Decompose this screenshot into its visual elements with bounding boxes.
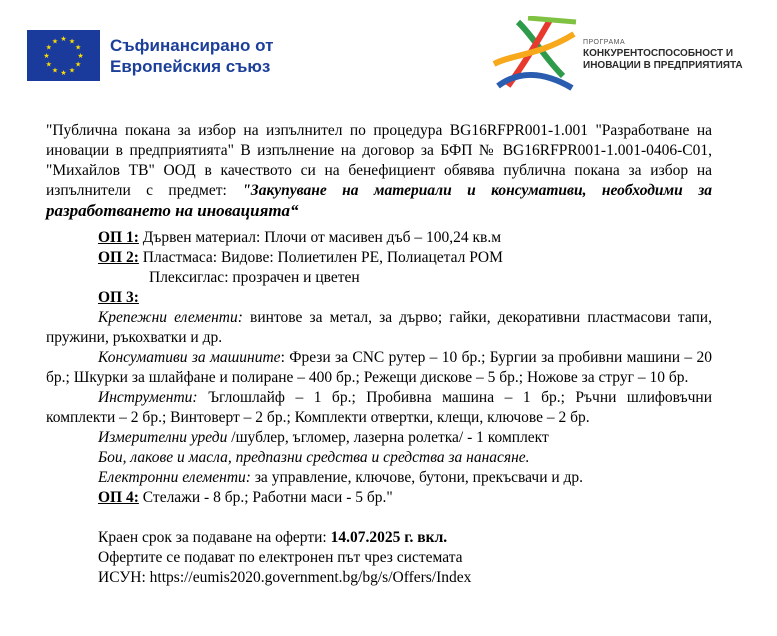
eu-flag-icon (27, 30, 100, 81)
eu-star-icon: ★ (45, 60, 52, 69)
deadline-value: 14.07.2025 г. вкл. (330, 529, 448, 546)
submission-line (46, 548, 712, 568)
op3-item-fasteners (46, 308, 712, 348)
op1-label: ОП 1: (98, 229, 139, 246)
op3-item-title: Бои, лакове и масла, предпазни средства и средства за нанасяне. (98, 449, 530, 466)
op2-text2: Плексиглас: прозрачен и цветен (149, 269, 360, 286)
subject-part2: разработването на иновацията“ (46, 201, 299, 220)
program-logo-text (583, 39, 743, 72)
intro-text: "Публична покана за избор на изпълнител по процедура BG16RFPR001-1.001 "Разработване на иновации в предприятията" В изпълнение на договор за БФП № BG16RFPR001-1.001-0406-C01, "Михайлов ТВ" ООД в качеството си на бенефициент обявява публична покана за избор на изпълнители с предмет: (46, 122, 712, 199)
eu-star-icon: ★ (60, 69, 67, 77)
op4-text: Стелажи - 8 бр.; Работни маси - 5 бр." (142, 489, 393, 506)
document-body (46, 121, 712, 588)
intro-paragraph (46, 121, 712, 222)
op3-item-consumables (46, 348, 712, 388)
isun-text: ИСУН: https://eumis2020.government.bg/bg/s/Offers/Index (98, 569, 472, 586)
eu-logo-line1: Съфинансирано от (110, 35, 274, 55)
program-name-line1: КОНКУРЕНТОСПОСОБНОСТ И (583, 47, 734, 59)
op3-item-text: Ъглошлайф – 1 бр.; Пробивна машина – 1 бр.; Ръчни шлифовъчни комплекти – 2 бр.; Винтоверт – 2 бр.; Комплекти отвертки, клещи, ключове – 2 бр. (46, 389, 712, 426)
program-logo (488, 16, 743, 94)
op4-label: ОП 4: (98, 489, 139, 506)
op3-item-measuring (46, 428, 712, 448)
logos-header (0, 0, 777, 100)
program-label: ПРОГРАМА (583, 38, 626, 46)
op2-line (46, 248, 712, 268)
op1-line (46, 228, 712, 248)
op3-item-title: Крепежни елементи: (98, 309, 243, 326)
op3-item-tools (46, 388, 712, 428)
op3-line (46, 288, 712, 308)
submission-text: Офертите се подават по електронен път чрез системата (98, 549, 463, 566)
eu-star-icon: ★ (45, 43, 52, 52)
op3-label: ОП 3: (98, 289, 139, 306)
op2-label: ОП 2: (98, 249, 139, 266)
op2-text: Пластмаса: Видове: Полиетилен PE, Полиацетал POM (142, 249, 503, 266)
eu-star-icon: ★ (51, 66, 59, 75)
deadline-line (46, 528, 712, 548)
eu-star-icon: ★ (68, 37, 76, 46)
isun-line (46, 568, 712, 588)
op4-line (46, 488, 712, 508)
eu-star-icon: ★ (75, 60, 82, 69)
eu-logo-line2: Европейския съюз (110, 56, 271, 76)
op3-item-title: Електронни елементи: (98, 469, 251, 486)
op1-text: Дървен материал: Плочи от масивен дъб – 100,24 кв.м (142, 229, 501, 246)
op3-item-title: Консумативи за машините (98, 349, 281, 366)
op3-item-electronics (46, 468, 712, 488)
eu-star-icon: ★ (60, 35, 67, 43)
op3-item-title: Измерителни уреди (98, 429, 228, 446)
op2-line2 (46, 268, 712, 288)
eu-star-icon: ★ (68, 66, 76, 75)
eu-star-icon: ★ (75, 43, 82, 52)
op3-item-text: за управление, ключове, бутони, прекъсвачи и др. (254, 469, 584, 486)
op3-item-text: винтове за метал, за дърво; гайки, декоративни пластмасови тапи, пружини, ръкохватки и др. (46, 309, 712, 346)
op3-item-title: Инструменти: (98, 389, 198, 406)
spacer (46, 508, 712, 528)
program-mark-icon (488, 16, 578, 94)
eu-star-icon: ★ (43, 52, 50, 60)
eu-star-icon: ★ (51, 37, 59, 46)
subject-part1: "Закупуване на материали и консумативи, необходими за (242, 182, 712, 199)
eu-cofunded-logo (27, 30, 273, 81)
op3-item-paints (46, 448, 712, 468)
op3-item-text: : Фрези за CNC рутер – 10 бр.; Бургии за пробивни машини – 20 бр.; Шкурки за шлайфане и полиране – 400 бр.; Режещи дискове – 5 бр.; Ножове за струг – 10 бр. (46, 349, 712, 386)
eu-star-icon: ★ (77, 52, 84, 60)
op3-item-text: /шублер, ъгломер, лазерна ролетка/ - 1 комплект (231, 429, 549, 446)
eu-logo-text (110, 35, 273, 77)
program-name-line2: ИНОВАЦИИ В ПРЕДПРИЯТИЯТА (583, 59, 743, 71)
deadline-label: Краен срок за подаване на оферти: (98, 529, 327, 546)
